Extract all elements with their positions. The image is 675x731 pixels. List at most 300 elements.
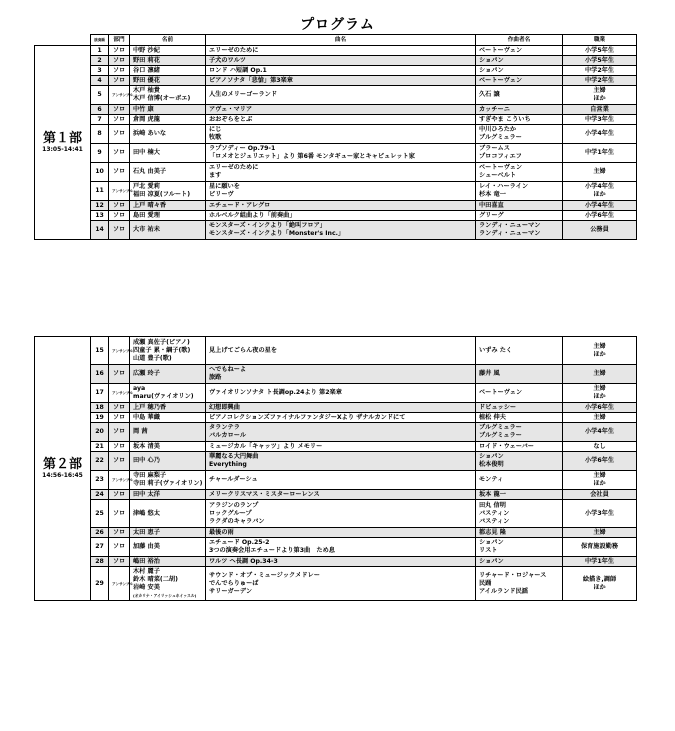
table-row [35,76,637,86]
table-row [35,365,637,384]
piece-title-line: ラクダのキャラバン [209,517,265,525]
composer-line: いずみ たく [479,346,513,354]
occupation-cell [563,115,637,125]
occupation-line: ほか [593,191,606,198]
composer-line: シューベルト [479,172,517,179]
order-cell: 21 [91,442,109,452]
performer-cell [130,46,206,56]
program-table-part-1 [34,34,637,240]
category-cell: アンサンブル [109,471,130,490]
piece-title-cell [206,163,476,182]
section-header-blank [35,35,91,46]
occupation-line: 自営業 [590,105,609,113]
category-cell: ソロ [109,528,130,538]
composer-cell [476,56,563,66]
performer-line: 中島 華織 [133,413,160,421]
order-cell: 17 [91,384,109,403]
composer-line: アイルランド民謡 [479,587,528,595]
order-cell: 3 [91,66,109,76]
occupation-line: 主婦 [593,370,606,377]
category-cell: ソロ [109,144,130,163]
piece-title-cell [206,46,476,56]
section-label [35,337,91,601]
category-cell: ソロ [109,56,130,66]
piece-title-line: でんでらりゅーば [209,579,259,587]
category-cell: ソロ [109,403,130,413]
order-cell: 22 [91,452,109,471]
occupation-cell [563,528,637,538]
occupation-line: 中学1年生 [584,557,615,565]
occupation-line: 小学6年生 [584,211,615,219]
composer-cell [476,66,563,76]
piece-title-line: 牧歌 [209,134,222,141]
occupation-cell [563,490,637,500]
performer-cell [130,452,206,471]
piece-title-cell [206,125,476,144]
piece-title-line: バルカロール [209,432,247,439]
occupation-line: 小学4年生 [584,130,615,137]
performer-line: 谷口 凛緒 [133,66,160,74]
occupation-line: 主婦 [593,413,606,421]
piece-title-line: モンスターズ・インクより「Monster's Inc.」 [209,230,345,237]
piece-title-line: ホルベルク組曲より「前奏曲」 [209,211,296,219]
category-cell: ソロ [109,538,130,557]
composer-line: ベートーヴェン [479,76,523,84]
piece-title-cell [206,144,476,163]
occupation-line: 小学5年生 [584,56,615,64]
composer-cell [476,365,563,384]
piece-title-line: おおぞらをとぶ [209,115,253,123]
composer-cell [476,384,563,403]
table-row [35,384,637,403]
order-cell: 4 [91,76,109,86]
page-title: プログラム [300,17,375,33]
occupation-cell [563,365,637,384]
composer-line: ランディ・ニューマン [479,222,541,229]
performer-cell [130,490,206,500]
composer-cell [476,144,563,163]
performer-line: 太田 恵子 [133,528,160,536]
composer-cell [476,538,563,557]
piece-title-cell [206,211,476,221]
composer-line: ショパン [479,56,504,64]
piece-title-cell [206,66,476,76]
piece-title-line: ラプソディー Op.79-1 [209,145,276,152]
piece-title-line: ワルツ ヘ長調 Op.34-3 [209,557,278,565]
composer-cell [476,413,563,423]
composer-cell [476,211,563,221]
composer-cell [476,490,563,500]
order-cell: 9 [91,144,109,163]
performer-cell [130,384,206,403]
performer-line: 戸北 愛莉 [133,183,160,190]
table-row [35,471,637,490]
composer-line: バスティン [479,509,510,517]
performer-line: 田中 太洋 [133,490,160,498]
piece-title-cell [206,201,476,211]
category-cell: ソロ [109,105,130,115]
table-row [35,490,637,500]
table-row [35,125,637,144]
composer-line: ショパン [479,539,504,546]
occupation-line: 小学4年生 [584,201,615,209]
composer-line: ベートーヴェン [479,46,523,54]
piece-title-line: 星に願いを [209,183,240,190]
composer-cell [476,182,563,201]
occupation-cell [563,144,637,163]
composer-cell [476,221,563,240]
occupation-line: 中学1年生 [584,149,615,156]
performer-line: 四童子 累・綱子(歌) [133,346,191,354]
category-cell: ソロ [109,163,130,182]
piece-title-line: 幻想即興曲 [209,403,240,411]
piece-title-line: モンスターズ・インクより「絶叫フロア」 [209,222,326,229]
category-cell: アンサンブル [109,384,130,403]
composer-line: ショパン [479,453,504,460]
performer-cell [130,211,206,221]
order-cell: 28 [91,557,109,567]
piece-title-cell [206,500,476,528]
table-row [35,538,637,557]
occupation-line: 主婦 [593,528,606,536]
composer-line: ベートーヴェン [479,389,523,396]
composer-line: 田丸 信明 [479,501,506,509]
header-occupation: 職業 [563,35,637,46]
piece-title-cell [206,403,476,413]
category-cell: ソロ [109,66,130,76]
composer-line: ブルグミュラー [479,424,522,431]
piece-title-cell [206,490,476,500]
composer-line: すぎやま こういち [479,115,531,123]
order-cell: 18 [91,403,109,413]
occupation-line: 会社員 [590,490,609,498]
piece-title-cell [206,86,476,105]
occupation-line: ほか [593,350,606,358]
occupation-line: 小学6年生 [584,457,615,464]
piece-title-line: 「ロメオとジュリエット」より 第6番 モンタギュー家とキャピュレット家 [209,153,415,160]
performer-cell [130,442,206,452]
table-row [35,66,637,76]
header-category: 部門 [109,35,130,46]
composer-cell [476,567,563,601]
piece-title-line: 華麗なる大円舞曲 [209,453,259,460]
piece-title-line: ヴァイオリンソナタ ト長調op.24より 第2楽章 [209,389,342,396]
order-cell: 26 [91,528,109,538]
category-cell: ソロ [109,423,130,442]
category-cell: ソロ [109,46,130,56]
performer-cell [130,105,206,115]
piece-title-line: メリークリスマス・ミスターローレンス [209,490,320,498]
performer-line: 野田 莉花 [133,56,160,64]
composer-line: 植松 伸夫 [479,413,506,421]
performer-line: 中野 沙紀 [133,46,160,54]
piece-title-line: エチュード Op.25-2 [209,539,270,546]
occupation-cell [563,452,637,471]
occupation-line: 絵描き,調師 [582,575,617,583]
order-cell: 12 [91,201,109,211]
category-cell: ソロ [109,211,130,221]
piece-title-line: 3つの演奏会用エチュードより第3曲 ため息 [209,547,335,554]
composer-cell [476,557,563,567]
performer-cell [130,56,206,66]
table-row [35,528,637,538]
piece-title-line: ピアノコレクションズファイナルファンタジーXより ザナルカンドにて [209,413,406,421]
category-cell: ソロ [109,115,130,125]
table-row [35,337,637,365]
piece-title-cell [206,442,476,452]
performer-cell [130,567,206,601]
piece-title-line: Everything [209,461,247,468]
section-name: 第２部 [42,457,82,472]
piece-title-line: サリーガーデン [209,587,253,595]
order-cell: 10 [91,163,109,182]
piece-title-line: ミュージカル「キャッツ」より メモリー [209,442,323,450]
composer-line: 松本俊明 [479,461,504,468]
composer-line: ブルグミュラー [479,134,522,141]
piece-title-line: 人生のメリーゴーランド [209,91,278,98]
performer-line: 成瀬 真佐子(ピアノ) [133,338,190,346]
piece-title-cell [206,56,476,66]
table-row [35,56,637,66]
category-cell: アンサンブル [109,86,130,105]
performer-line: 木村 麗子 [133,567,160,575]
occupation-line: ほか [593,95,606,102]
piece-title-line: アラジンのランプ [209,501,259,509]
piece-title-line: チャールダーシュ [209,476,258,483]
occupation-line: 小学4年生 [584,183,615,190]
performer-line: 寺田 莉子(ヴァイオリン) [133,480,203,487]
performer-cell [130,538,206,557]
composer-line: 久石 譲 [479,91,500,98]
performer-cell [130,86,206,105]
occupation-cell [563,442,637,452]
occupation-cell [563,403,637,413]
table-row [35,221,637,240]
piece-title-cell [206,105,476,115]
occupation-cell [563,471,637,490]
piece-title-cell [206,471,476,490]
occupation-cell [563,46,637,56]
occupation-cell [563,500,637,528]
performer-cell [130,471,206,490]
performer-line: 浜崎 あいな [133,130,167,137]
occupation-cell [563,66,637,76]
table-row [35,105,637,115]
composer-line: 民踊 [479,579,492,587]
performer-line: 坂本 清美 [133,442,160,450]
occupation-cell [563,86,637,105]
performer-cell [130,413,206,423]
occupation-line: 小学4年生 [584,428,615,435]
occupation-cell [563,211,637,221]
order-cell: 6 [91,105,109,115]
piece-title-line: エリーゼのために [209,46,259,54]
order-cell: 19 [91,413,109,423]
composer-line: ブラームス [479,145,510,152]
table-row [35,413,637,423]
occupation-line: 小学6年生 [584,403,615,411]
piece-title-cell [206,423,476,442]
piece-title-cell [206,538,476,557]
piece-title-line: サウンド・オブ・ミュージックメドレー [209,571,320,579]
piece-title-cell [206,557,476,567]
piece-title-line: 旅路 [209,374,222,381]
composer-line: モンティ [479,476,504,483]
performer-line: aya [133,385,146,392]
occupation-line: 主婦 [593,472,606,479]
occupation-line: ほか [593,393,606,400]
piece-title-cell [206,413,476,423]
composer-cell [476,46,563,56]
composer-cell [476,528,563,538]
composer-cell [476,423,563,442]
performer-cell [130,66,206,76]
piece-title-line: ロックグループ [209,509,252,517]
piece-title-line: にじ [209,126,222,133]
occupation-line: 主婦 [593,87,606,94]
table-row [35,115,637,125]
section-name: 第１部 [42,131,82,146]
composer-cell [476,337,563,365]
piece-title-cell [206,115,476,125]
performer-cell [130,221,206,240]
composer-line: グリーグ [479,211,504,219]
performer-line: 中竹 康 [133,105,154,113]
occupation-cell [563,384,637,403]
performer-line: 寺田 麻梨子 [133,472,167,479]
composer-cell [476,125,563,144]
composer-line: バスティン [479,517,510,525]
composer-line: ランディ・ニューマン [479,230,541,237]
occupation-line: 主婦 [593,168,606,175]
composer-cell [476,471,563,490]
category-cell: アンサンブル [109,182,130,201]
performer-cell [130,337,206,365]
occupation-cell [563,423,637,442]
performer-line: 木戸 信博(オーボエ) [133,95,191,102]
performer-cell [130,528,206,538]
composer-line: プロコフィエフ [479,153,522,160]
table-row [35,423,637,442]
table-row [35,201,637,211]
composer-line: ショパン [479,557,504,565]
program-rows-part-1 [35,46,637,240]
composer-line: 中田喜直 [479,201,504,209]
occupation-cell [563,163,637,182]
category-cell: ソロ [109,500,130,528]
header-order: 演奏順 [91,35,109,46]
composer-line: ロイド・ウェーバー [479,442,534,450]
order-cell: 15 [91,337,109,365]
piece-title-cell [206,567,476,601]
performer-cell [130,423,206,442]
table-row [35,163,637,182]
composer-line: ドビュッシー [479,403,517,411]
performer-cell [130,182,206,201]
occupation-cell [563,337,637,365]
category-cell: ソロ [109,413,130,423]
piece-title-line: タランテラ [209,424,240,431]
composer-cell [476,452,563,471]
occupation-cell [563,76,637,86]
composer-line: ショパン [479,66,504,74]
header-composer: 作曲者名 [476,35,563,46]
occupation-cell [563,557,637,567]
table-row [35,442,637,452]
performer-line: 大市 祐未 [133,226,160,233]
piece-title-line: 見上げてごらん夜の星を [209,346,278,354]
category-cell: アンサンブル [109,337,130,365]
piece-title-line: エチュード・アレグロ [209,201,271,209]
occupation-cell [563,413,637,423]
section-time: 13:05-14:41 [42,146,83,153]
occupation-cell [563,182,637,201]
piece-title-cell [206,76,476,86]
performer-line: 鈴木 晴菜(二胡) [133,575,178,583]
composer-line: 藤井 風 [479,370,500,377]
occupation-cell [563,56,637,66]
order-cell: 16 [91,365,109,384]
piece-title-line: へでもねーよ [209,366,247,373]
piece-title-cell [206,384,476,403]
performer-line: 倉岡 虎龍 [133,115,160,123]
order-cell: 13 [91,211,109,221]
order-cell: 7 [91,115,109,125]
header-title: 曲名 [206,35,476,46]
category-cell: ソロ [109,490,130,500]
order-cell: 20 [91,423,109,442]
performer-cell [130,163,206,182]
order-cell: 5 [91,86,109,105]
occupation-line: 小学3年生 [584,509,615,517]
composer-cell [476,86,563,105]
occupation-cell [563,105,637,115]
category-cell: ソロ [109,201,130,211]
composer-line: リチャード・ロジャース [479,571,547,579]
performer-cell [130,500,206,528]
occupation-line: 小学5年生 [584,46,615,54]
table-row [35,557,637,567]
performer-line: 加藤 由美 [133,543,160,550]
order-cell: 29 [91,567,109,601]
performer-line: 山道 豊子(歌) [133,354,172,362]
table-row [35,567,637,601]
composer-line: ブルグミュラー [479,432,522,439]
table-row [35,144,637,163]
table-row [35,182,637,201]
order-cell: 14 [91,221,109,240]
piece-title-line: ピアノソナタ「悲愴」第3楽章 [209,76,293,84]
occupation-line: 中学2年生 [584,76,615,84]
table-row [35,211,637,221]
piece-title-cell [206,337,476,365]
occupation-line: 主婦 [593,385,606,392]
composer-cell [476,115,563,125]
performer-line: maru(ヴァイオリン) [133,393,194,400]
piece-title-line: ます [209,172,222,179]
composer-cell [476,442,563,452]
occupation-line: 中学3年生 [584,115,615,123]
performer-line: 木戸 柚貴 [133,87,160,94]
piece-title-cell [206,528,476,538]
piece-title-line: ロンド ハ短調 Op.1 [209,66,267,74]
performer-line: 岡 茜 [133,428,148,435]
performer-cell [130,365,206,384]
order-cell: 8 [91,125,109,144]
performer-line: (オカリナ・アイリッシュホイッスル) [133,592,197,598]
performer-cell [130,115,206,125]
section-label [35,46,91,240]
